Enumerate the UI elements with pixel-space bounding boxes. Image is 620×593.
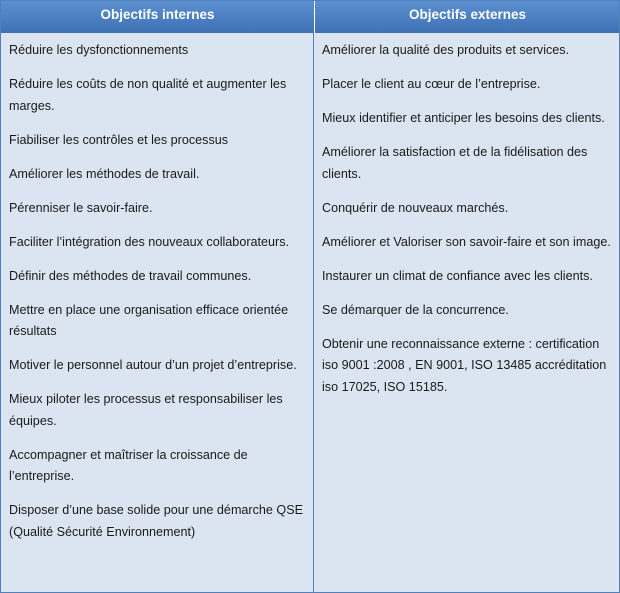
list-item: Définir des méthodes de travail communes.	[9, 268, 252, 283]
list-item: Conquérir de nouveaux marchés.	[322, 200, 509, 215]
list-item: Se démarquer de la concurrence.	[322, 302, 509, 317]
list-item: Réduire les coûts de non qualité et augmenter les marges.	[9, 77, 287, 113]
list-item: Mieux piloter les processus et responsabiliser les équipes.	[9, 392, 283, 428]
list-item: Mieux identifier et anticiper les besoins des clients.	[322, 111, 605, 125]
list-item: Pérenniser le savoir-faire.	[9, 200, 153, 215]
list-item: Disposer d’une base solide pour une démarche QSE (Qualité Sécurité Environnement)	[9, 503, 304, 539]
table-body	[1, 33, 619, 592]
list-item: Placer le client au cœur de l’entreprise.	[322, 77, 541, 91]
list-item: Mettre en place une organisation efficace orientée résultats	[9, 302, 289, 338]
list-item: Obtenir une reconnaissance externe : certification iso 9001 :2008 , EN 9001, ISO 13485 accréditation iso 17025, ISO 15185.	[322, 336, 607, 394]
list-item: Motiver le personnel autour d’un projet d’entreprise.	[9, 358, 297, 372]
list-item: Réduire les dysfonctionnements	[9, 43, 189, 57]
list-item: Accompagner et maîtriser la croissance de l’entreprise.	[9, 447, 248, 483]
list-item: Améliorer la qualité des produits et services.	[322, 43, 570, 57]
header-external-objectives: Objectifs externes	[408, 7, 527, 22]
list-item: Améliorer les méthodes de travail.	[9, 166, 200, 181]
list-item: Améliorer la satisfaction et de la fidélisation des clients.	[322, 145, 588, 181]
list-item: Améliorer et Valoriser son savoir-faire et son image.	[322, 234, 611, 249]
list-item: Instaurer un climat de confiance avec les clients.	[322, 268, 593, 283]
internal-objectives-column	[1, 33, 314, 592]
list-item: Fiabiliser les contrôles et les processus	[9, 132, 229, 147]
table-header	[1, 1, 619, 33]
list-item: Faciliter l’intégration des nouveaux collaborateurs.	[9, 234, 290, 249]
header-internal-objectives: Objectifs internes	[1, 1, 315, 33]
external-objectives-column	[314, 33, 619, 592]
